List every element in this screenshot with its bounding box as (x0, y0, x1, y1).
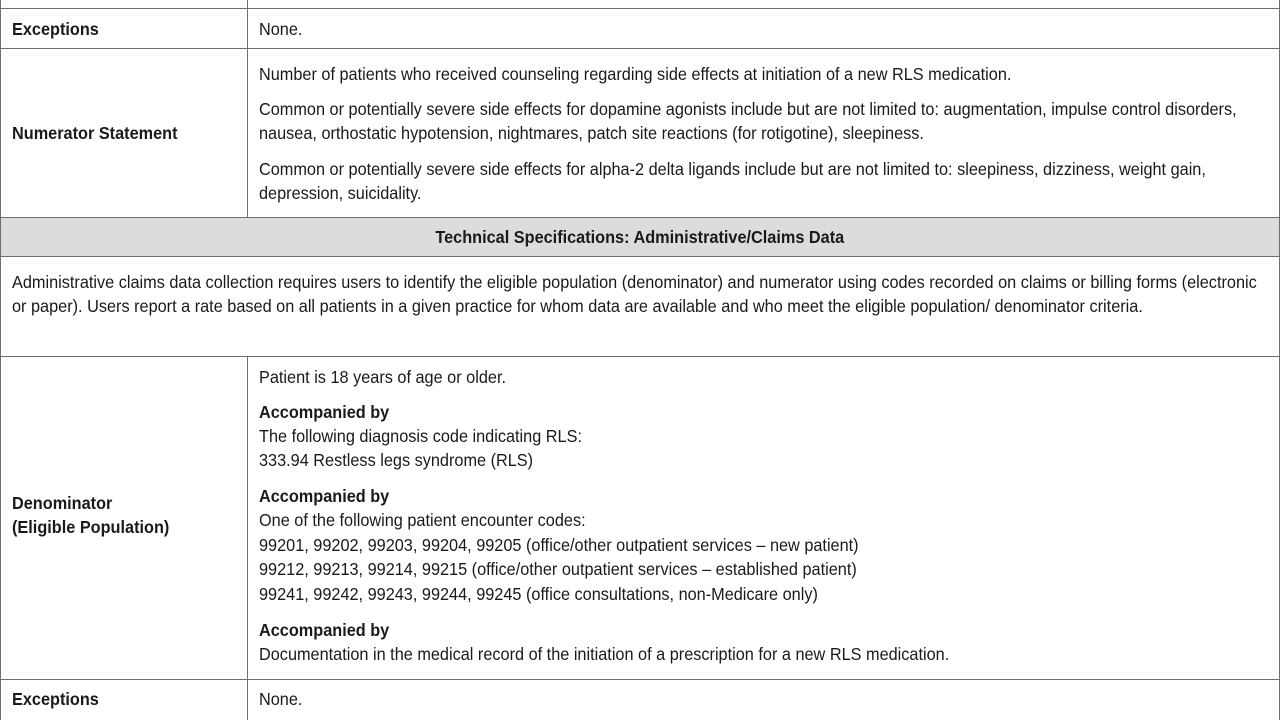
section-header-title: Technical Specifications: Administrative/Claims Data (435, 227, 845, 247)
diagnosis-code: 333.94 Restless legs syndrome (RLS) (259, 450, 534, 470)
numerator-label: Numerator Statement (12, 123, 178, 143)
exceptions-label-bottom: Exceptions (12, 689, 99, 709)
exceptions-row (0, 8, 1280, 49)
numerator-row (0, 48, 1280, 218)
eligible-population-label: (Eligible Population) (12, 517, 170, 537)
encounter-codes-consultations: 99241, 99242, 99243, 99244, 99245 (office consultations, non-Medicare only) (259, 584, 818, 604)
accompanied-by-heading-2: Accompanied by (259, 486, 390, 506)
section-header-row (0, 217, 1280, 257)
denominator-row (0, 356, 1280, 680)
numerator-paragraph-1: Number of patients who received counseling regarding side effects at initiation of a new RLS medication. (259, 64, 1012, 84)
encounter-codes-new-patient: 99201, 99202, 99203, 99204, 99205 (office/other outpatient services – new patient) (259, 535, 859, 555)
numerator-paragraph-3: Common or potentially severe side effects for alpha-2 delta ligands include but are not limited to: sleepiness, dizziness, weight gain, depression, suicidality. (259, 159, 1206, 203)
exceptions-value: None. (259, 19, 303, 39)
admin-claims-text: Administrative claims data collection requires users to identify the eligible population (denominator) and numerator using codes recorded on claims or billing forms (electronic or paper). Users report a rate based on all patients in a given practice for whom data are available and who meet the eligible population/ denominator criteria. (12, 272, 1257, 316)
encounter-codes-established-patient: 99212, 99213, 99214, 99215 (office/other outpatient services – established patient) (259, 559, 857, 579)
encounter-codes-intro: One of the following patient encounter codes: (259, 510, 586, 530)
accompanied-by-heading-1: Accompanied by (259, 402, 390, 422)
exceptions-label: Exceptions (12, 19, 99, 39)
diagnosis-code-intro: The following diagnosis code indicating RLS: (259, 426, 582, 446)
admin-claims-row (0, 256, 1280, 357)
exceptions-row-bottom (0, 679, 1280, 720)
numerator-paragraph-2: Common or potentially severe side effects for dopamine agonists include but are not limited to: augmentation, impulse control disorders, nausea, orthostatic hypotension, nightmares, patch site reactions (for rotigotine), sleepiness. (259, 99, 1237, 143)
prescription-documentation: Documentation in the medical record of the initiation of a prescription for a new RLS medication. (259, 644, 950, 664)
accompanied-by-heading-3: Accompanied by (259, 620, 390, 640)
denominator-age: Patient is 18 years of age or older. (259, 367, 506, 387)
denominator-label: Denominator (12, 493, 113, 513)
exceptions-value-bottom: None. (259, 689, 303, 709)
